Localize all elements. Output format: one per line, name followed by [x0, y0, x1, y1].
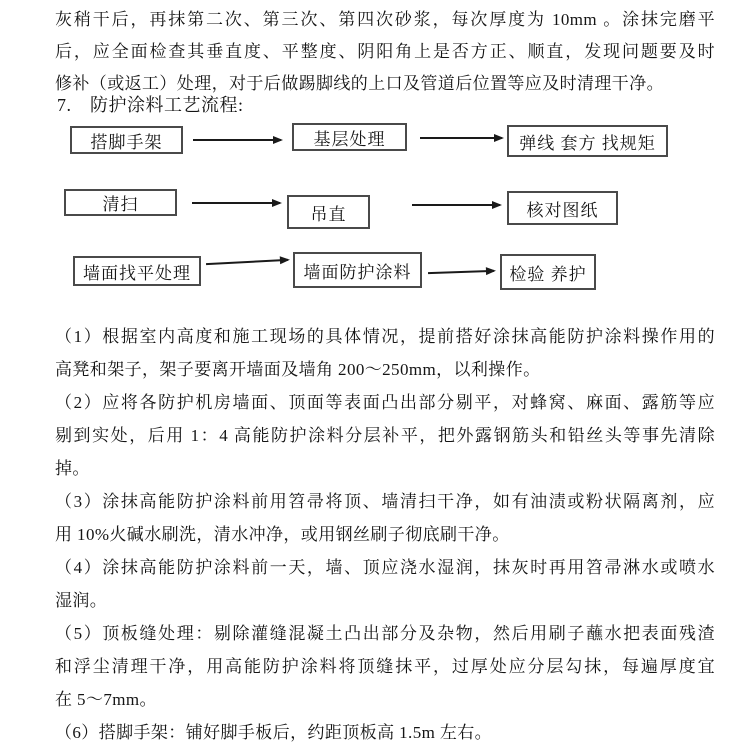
- flow-box-check-drawings: 核对图纸: [507, 191, 618, 225]
- flow-arrow-icon: [412, 204, 500, 206]
- intro-paragraph: [55, 4, 715, 100]
- flow-arrow-icon: [428, 270, 494, 274]
- intro-line: 后，应全面检查其垂直度、平整度、阴阳角上是否方正、顺直，发现问题要及时: [55, 42, 715, 61]
- paragraph-line: （4）涂抹高能防护涂料前一天，墙、顶应浇水湿润，抹灰时再用笤帚淋水或喷水: [55, 558, 715, 577]
- flow-arrow-icon: [420, 137, 502, 139]
- paragraph-line: （2）应将各防护机房墙面、顶面等表面凸出部分剔平，对蜂窝、麻面、露筋等应: [55, 393, 715, 412]
- flow-arrow-icon: [193, 139, 281, 141]
- intro-line: 灰稍干后，再抹第二次、第三次、第四次砂浆，每次厚度为 10mm 。涂抹完磨平: [55, 10, 715, 29]
- flow-box-base-treatment: 基层处理: [292, 123, 407, 151]
- flow-box-snap-lines-squaring: 弹线 套方 找规矩: [507, 125, 668, 157]
- paragraph-line: 和浮尘清理干净，用高能防护涂料将顶缝抹平，过厚处应分层勾抹，每遍厚度宜: [55, 657, 715, 676]
- procedure-notes: [55, 320, 715, 749]
- paragraph-line: （5）顶板缝处理：剔除灌缝混凝土凸出部分及杂物，然后用刷子蘸水把表面残渣: [55, 624, 715, 643]
- paragraph-line: （3）涂抹高能防护涂料前用笤帚将顶、墙清扫干净，如有油渍或粉状隔离剂，应: [55, 492, 715, 511]
- paragraph-line: 在 5～7mm。: [55, 690, 157, 709]
- paragraph-line: （6）搭脚手架：铺好脚手板后，约距顶板高 1.5m 左右。: [55, 723, 493, 742]
- flow-box-scaffolding: 搭脚手架: [70, 126, 183, 154]
- paragraph-line: 掉。: [55, 459, 90, 478]
- paragraph-line: 湿润。: [55, 591, 108, 610]
- paragraph-line: 剔到实处，后用 1：4 高能防护涂料分层补平，把外露钢筋头和铅丝头等事先清除: [55, 426, 715, 445]
- intro-line: 修补（或返工）处理，对于后做踢脚线的上口及管道后位置等应及时清理干净。: [55, 74, 664, 93]
- paragraph-line: 用 10%火碱水刷洗，清水冲净，或用钢丝刷子彻底刷干净。: [55, 525, 510, 544]
- flow-box-wall-leveling: 墙面找平处理: [73, 256, 201, 286]
- flow-arrow-icon: [192, 202, 280, 204]
- section-heading: 7. 防护涂料工艺流程:: [57, 95, 244, 115]
- paragraph-line: 高凳和架子，架子要离开墙面及墙角 200～250mm，以利操作。: [55, 360, 541, 379]
- flow-box-cleaning: 清扫: [64, 189, 177, 216]
- process-flowchart: [0, 118, 750, 316]
- flow-box-plumbing: 吊直: [287, 195, 370, 229]
- flow-arrow-icon: [206, 259, 288, 265]
- paragraph-line: （1）根据室内高度和施工现场的具体情况，提前搭好涂抹高能防护涂料操作用的: [55, 327, 715, 346]
- flow-box-inspection-curing: 检验 养护: [500, 254, 596, 290]
- flow-box-wall-protective-coating: 墙面防护涂料: [293, 252, 422, 288]
